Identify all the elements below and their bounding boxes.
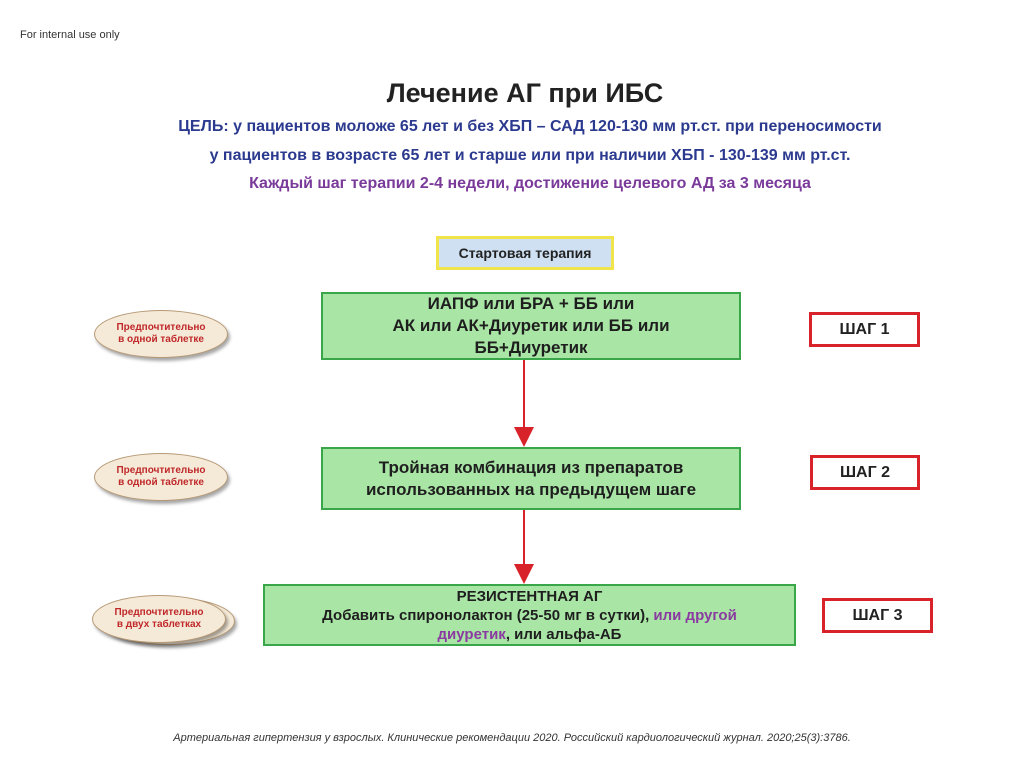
step1-line-3: ББ+Диуретик xyxy=(474,338,588,357)
pill-one-tablet-step2: Предпочтительно в одной таблетке xyxy=(94,453,228,501)
therapy-duration-note: Каждый шаг терапии 2-4 недели, достижение целевого АД за 3 месяца xyxy=(249,175,811,192)
step1-therapy-box xyxy=(321,292,741,360)
step2-line-2: использованных на предыдущем шаге xyxy=(365,479,697,499)
step-1-label: ШАГ 1 xyxy=(809,312,920,347)
pill-two-tablets-step3: Предпочтительно в двух таблетках xyxy=(92,595,226,643)
step1-line-2: АК или АК+Диуретик или ББ или xyxy=(392,316,670,335)
step2-line-1: Тройная комбинация из препаратов xyxy=(378,457,684,477)
step3-text-c: диуретик xyxy=(437,625,506,643)
step3-line-3 xyxy=(438,625,622,644)
page-title: Лечение АГ при ИБС xyxy=(386,78,664,108)
internal-use-note: For internal use only xyxy=(20,29,120,41)
goal-text-1: у пациентов моложе 65 лет и без ХБП – САД 120-130 мм рт.ст. при переносимости xyxy=(228,118,882,135)
step2-therapy-box xyxy=(321,447,741,510)
goal-label: ЦЕЛЬ: xyxy=(178,118,229,135)
step3-line-2 xyxy=(322,606,737,625)
citation: Артериальная гипертензия у взрослых. Клинические рекомендации 2020. Российский кардиологический журнал. 2020;25(3):3786. xyxy=(173,732,851,744)
step1-line-1: ИАПФ или БРА + ББ или xyxy=(427,294,635,313)
step-2-label: ШАГ 2 xyxy=(810,455,920,490)
step-3-label: ШАГ 3 xyxy=(822,598,933,633)
start-therapy-label: Стартовая терапия xyxy=(436,236,614,270)
step3-text-d: , или альфа-АБ xyxy=(505,625,622,643)
goal-line-2: у пациентов в возрасте 65 лет и старше или при наличии ХБП - 130-139 мм рт.ст. xyxy=(209,147,851,164)
pill-one-tablet-step1: Предпочтительно в одной таблетке xyxy=(94,310,228,358)
step3-therapy-box xyxy=(263,584,796,646)
step3-text-b: или другой xyxy=(649,606,737,624)
step3-heading: РЕЗИСТЕНТНАЯ АГ xyxy=(456,587,603,605)
step3-text-a: Добавить спиронолактон (25-50 мг в сутки), xyxy=(322,606,650,624)
